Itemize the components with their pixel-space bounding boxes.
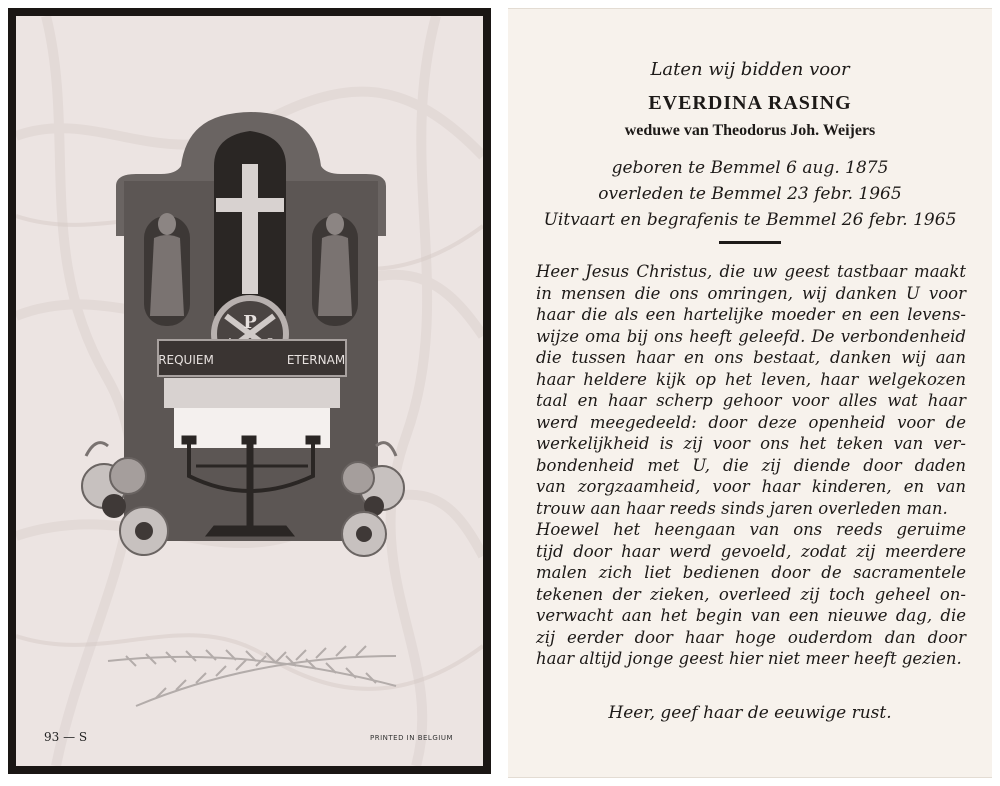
altar-illustration — [16, 16, 483, 766]
memorial-card-back — [508, 8, 992, 778]
prayer-intro: Laten wij bidden voor — [650, 59, 850, 80]
prayer-line: malen zich liet bedienen door de sacramentele — [536, 563, 966, 582]
card-print-code: 93 — S — [44, 730, 88, 744]
death-line: overleden te Bemmel 23 febr. 1965 — [598, 184, 902, 204]
prayer-line: verwacht aan het begin van een nieuwe dag, die — [536, 606, 966, 625]
prayer-line: tijd door haar werd gevoeld, zodat zij meerdere — [536, 541, 966, 561]
prayer-line: Hoewel het heengaan van ons reeds geruime — [536, 520, 966, 539]
prayer-line: haar altijd jonge geest hier niet meer heeft gezien. — [536, 649, 962, 668]
birth-line: geboren te Bemmel 6 aug. 1875 — [611, 158, 889, 178]
prayer-line: die tussen haar en ons bestaat, danken wij aan — [536, 348, 966, 367]
prayer-line: taal en haar scherp gehoor voor alles wat haar — [536, 391, 966, 410]
funeral-line: Uitvaart en begrafenis te Bemmel 26 febr. 1965 — [543, 210, 957, 230]
prayer-line: wijze oma bij ons heeft geleefd. De verbondenheid — [536, 326, 966, 346]
prayer-line: werd meegedeeld: door deze openheid voor de — [536, 412, 966, 432]
prayer-line: tekenen der zieken, overleed zij toch geheel on- — [536, 584, 966, 604]
banner-text-left: REQUIEM — [158, 353, 214, 367]
chi-rho-p: P — [243, 312, 257, 333]
prayer-line: van zorgzaamheid, voor haar kinderen, en van — [536, 477, 966, 496]
prayer-line: haar heldere kijk op het leven, haar welgekozen — [536, 369, 966, 389]
divider-rule — [719, 241, 781, 244]
prayer-line: werkelijkheid is zij voor ons het teken van ver- — [536, 434, 966, 453]
banner-text-right: ETERNAM — [286, 353, 346, 367]
palm-branch-icon — [108, 646, 396, 706]
widow-of-line: weduwe van Theodorus Joh. Weijers — [624, 122, 876, 139]
prayer-line: haar die als een hartelijke moeder en een levens- — [536, 305, 966, 324]
prayer-line: in mensen die ons omringen, wij danken U voor — [536, 283, 966, 303]
printer-imprint: PRINTED IN BELGIUM — [369, 734, 453, 742]
prayer-line: bondenheid met U, die zij diende door daden — [536, 455, 966, 475]
memorial-card-front — [8, 8, 491, 774]
card-front-surface — [16, 16, 483, 766]
prayer-line: trouw aan haar reeds sinds jaren overleden man. — [536, 498, 948, 518]
prayer-text — [536, 261, 966, 670]
prayer-line: zij eerder door haar hoge ouderdom dan door — [536, 627, 966, 647]
life-dates — [508, 155, 992, 233]
prayer-line: Heer Jesus Christus, die uw geest tastbaar maakt — [536, 262, 966, 281]
closing-prayer: Heer, geef haar de eeuwige rust. — [608, 703, 892, 723]
deceased-name: EVERDINA RASING — [648, 92, 852, 114]
